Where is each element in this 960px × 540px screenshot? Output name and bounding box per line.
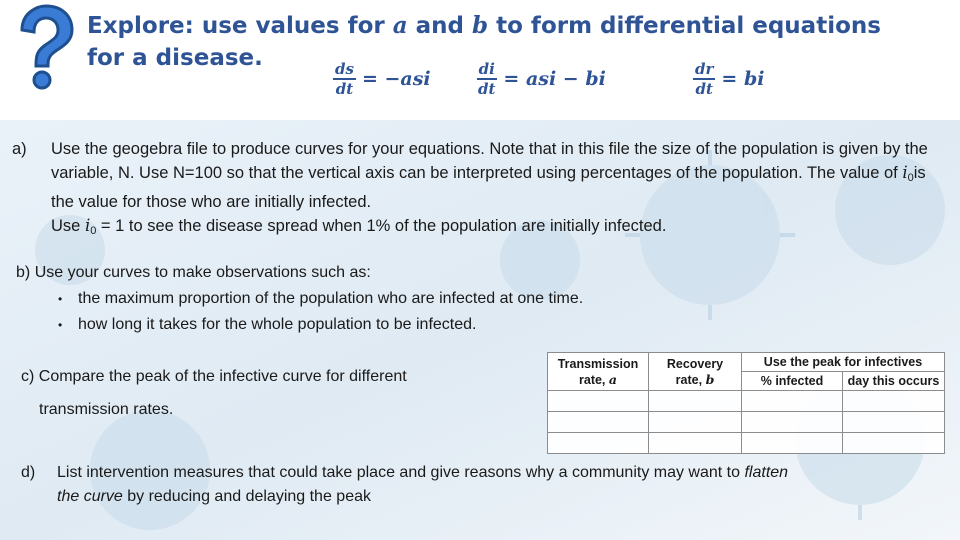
equation-dr-dt [693,56,764,102]
equation-di-dt [476,56,606,102]
table-row [548,412,945,433]
table-cell[interactable] [649,412,742,433]
title-var-a: a [392,12,408,39]
title-text-and: and [407,13,473,39]
th-var-b: b [705,371,715,387]
part-a-label: a) [12,140,27,158]
table-cell[interactable] [548,391,649,412]
part-d-text [57,461,937,509]
part-b [16,260,716,338]
part-c-line-2: transmission rates. [39,401,174,418]
table-body [548,391,945,454]
equation-denominator: dt [695,80,713,98]
table-cell[interactable] [649,433,742,454]
th-text: rate, [675,372,706,387]
column-header-percent-infected: % infected [742,372,843,391]
part-a-i0-sub: 0 [907,172,914,184]
bullet-icon: • [58,318,63,332]
th-var-a: a [608,371,617,387]
part-d-label: d) [21,464,36,481]
column-header-transmission [548,353,649,391]
part-b-bullet-2: how long it takes for the whole population to be infected. [78,316,477,333]
equation-numerator: di [478,60,495,78]
table-cell[interactable] [843,412,945,433]
part-d-the-curve: the curve [57,488,123,505]
equation-denominator: dt [478,80,496,98]
title-text-2: to form differential equations [488,13,881,39]
part-c-line-1: c) Compare the peak of the infective curve for different [21,368,407,385]
table-cell[interactable] [548,412,649,433]
question-mark-icon [8,2,80,92]
equation-ds-dt [333,56,431,102]
th-text: rate, [579,372,609,387]
th-text: Recovery [666,356,724,371]
part-a-text-3a: Use [51,217,85,235]
table-cell[interactable] [843,391,945,412]
column-header-recovery [649,353,742,391]
title-text-3: for a disease. [87,45,263,71]
equation-rhs: = bi [721,68,765,90]
part-a-eq-i0-sub: 0 [90,225,97,237]
part-a-text-1: Use the geogebra file to produce curves for your equations. Note that in this file the size of the population is given by the variable, N. Use N=100 so that the vertical axis can be interpreted using percentages of the population. The value of [51,140,928,182]
equation-denominator: dt [335,80,354,98]
table-cell[interactable] [742,433,843,454]
list-item [38,286,716,312]
equation-numerator: dr [695,60,714,78]
table-cell[interactable] [742,391,843,412]
part-d-text-2: by reducing and delaying the peak [122,488,371,505]
part-a-eq-rest: = 1 [96,217,125,235]
th-text: Transmission [557,356,639,371]
table-row [548,391,945,412]
column-group-header-peak: Use the peak for infectives [742,353,945,372]
table-cell[interactable] [548,433,649,454]
bullet-icon: • [58,292,63,306]
column-header-day: day this occurs [843,372,945,391]
part-d-text-1: List intervention measures that could take place and give reasons why a community may want to [57,464,745,481]
part-b-bullet-1: the maximum proportion of the population who are infected at one time. [78,290,584,307]
part-d-flatten: flatten [744,464,789,481]
equation-numerator: ds [335,60,354,78]
table-cell[interactable] [649,391,742,412]
part-b-bullet-list [16,286,716,338]
part-a-text [51,137,941,243]
part-b-label: b) [16,264,31,281]
equation-rhs: = −asi [361,68,431,90]
part-a-text-2: is the value for those who are initially infected. [51,164,926,211]
part-a-i0: i [902,163,908,182]
title-var-b: b [472,12,489,39]
equation-rhs: = asi − bi [503,68,606,90]
table-cell[interactable] [742,412,843,433]
part-a-eq-i0: i [84,216,91,235]
list-item [38,312,716,338]
table-row [548,433,945,454]
part-a-text-3b: to see the disease spread when 1% of the population are initially infected. [124,217,667,235]
part-b-intro: Use your curves to make observations such as: [34,264,371,281]
table-cell[interactable] [843,433,945,454]
title-text-1: Explore: use values for [87,13,393,39]
results-table [547,352,945,454]
